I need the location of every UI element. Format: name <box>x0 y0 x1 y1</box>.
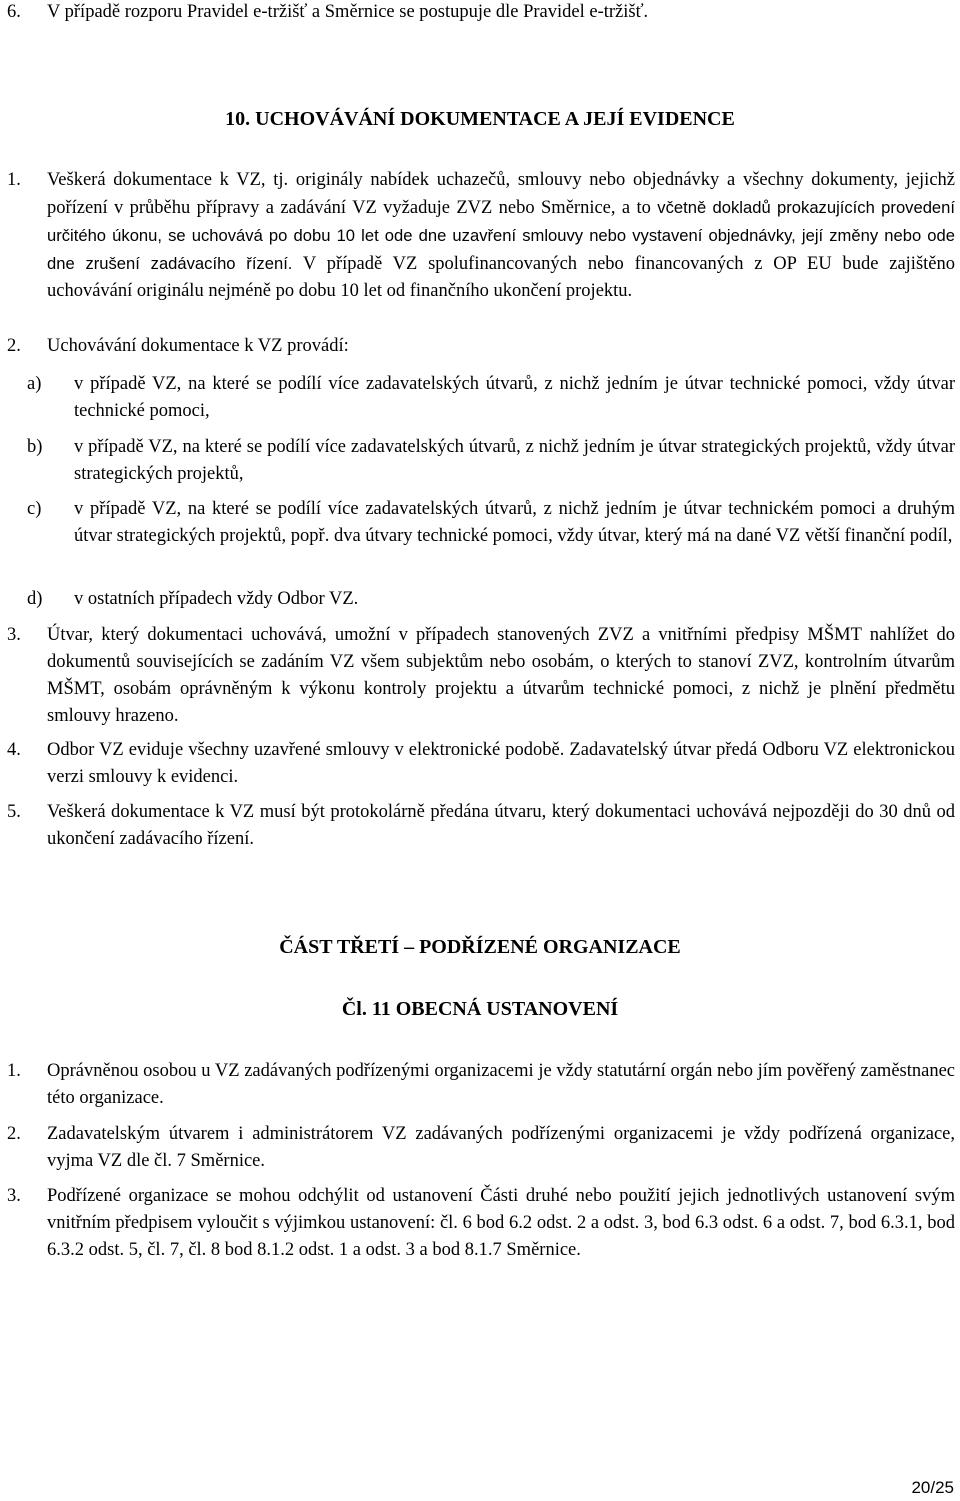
paragraph-10-2 <box>7 333 955 360</box>
paragraph-text-part3: V případě VZ spolufinancovaných nebo financovaných z OP EU bude zajištěno uchovávání originálu nejméně po dobu 10 let od finančního ukončení projektu. <box>47 254 955 301</box>
paragraph-11-3 <box>7 1183 955 1264</box>
paragraph-text: V případě rozporu Pravidel e-tržišť a Směrnice se postupuje dle Pravidel e-tržišť. <box>47 2 649 22</box>
paragraph-text: Podřízené organizace se mohou odchýlit od ustanovení Části druhé nebo použití jejich jednotlivých ustanovení svým vnitřním předpisem vyloučit s výjimkou ustanovení: čl. 6 bod 6.2 odst. 2 a odst. 3, bod 6.3 odst. 6 a odst. 7, bod 6.3.1, bod 6.3.2 odst. 5, čl. 7, čl. 8 bod 8.1.2 odst. 1 a odst. 3 a bod 8.1.7 Směrnice. <box>47 1186 955 1260</box>
subitem-b <box>27 434 955 488</box>
paragraph-text: Uchovávání dokumentace k VZ provádí: <box>47 336 349 356</box>
subitem-letter: b) <box>27 437 43 457</box>
subitem-c <box>27 496 955 550</box>
paragraph-text-part1: Veškerá dokumentace k VZ, tj. originály nabídek uchazečů, smlouvy nebo objednávky a všechny dokumenty, jejichž pořízení v průběhu přípravy a zadávání VZ vyžaduje ZVZ nebo Směrnice, a to <box>47 170 955 218</box>
paragraph-text <box>47 167 955 305</box>
paragraph-10-5 <box>7 799 955 853</box>
paragraph-number: 4. <box>7 740 21 760</box>
paragraph-text-part2: včetně dokladů prokazujících provedení určitého úkonu, se uchovává po dobu 10 let ode dne uzavření smlouvy nebo vystavení objednávky, její změny nebo ode dne zrušení zadávacího řízení. <box>47 198 955 273</box>
section-10-heading: 10. UCHOVÁVÁNÍ DOKUMENTACE A JEJÍ EVIDENCE <box>225 108 735 130</box>
paragraph-6 <box>7 0 955 26</box>
subitem-d <box>27 586 955 613</box>
paragraph-text: Zadavatelským útvarem i administrátorem VZ zadávaných podřízenými organizacemi je vždy podřízená organizace, vyjma VZ dle čl. 7 Směrnice. <box>47 1124 955 1171</box>
paragraph-number: 5. <box>7 802 21 822</box>
paragraph-number: 2. <box>7 336 21 356</box>
paragraph-11-2 <box>7 1121 955 1175</box>
subitem-text: v případě VZ, na které se podílí více zadavatelských útvarů, z nichž jedním je útvar technickém pomoci a druhým útvar strategických projektů, popř. dva útvary technické pomoci, vždy útvar, který má na dané VZ větší finanční podíl, <box>74 499 955 546</box>
article-11-heading: Čl. 11 OBECNÁ USTANOVENÍ <box>341 998 619 1020</box>
paragraph-11-1 <box>7 1058 955 1112</box>
paragraph-number: 1. <box>7 170 21 190</box>
paragraph-number: 2. <box>7 1124 21 1144</box>
subitem-text: v případě VZ, na které se podílí více zadavatelských útvarů, z nichž jedním je útvar strategických projektů, vždy útvar strategických projektů, <box>74 437 955 484</box>
paragraph-10-3 <box>7 622 955 730</box>
subitem-letter: a) <box>27 374 42 394</box>
subitem-letter: d) <box>27 589 43 609</box>
paragraph-number: 1. <box>7 1061 21 1081</box>
subitem-text: v ostatních případech vždy Odbor VZ. <box>74 589 359 609</box>
paragraph-10-1 <box>7 167 955 305</box>
paragraph-10-4 <box>7 737 955 791</box>
subitem-text: v případě VZ, na které se podílí více zadavatelských útvarů, z nichž jedním je útvar technické pomoci, vždy útvar technické pomoci, <box>74 374 955 421</box>
part-3-heading: ČÁST TŘETÍ – PODŘÍZENÉ ORGANIZACE <box>279 936 681 958</box>
paragraph-number: 6. <box>7 2 21 22</box>
page-number: 20/25 <box>911 1478 954 1497</box>
subitem-a <box>27 371 955 425</box>
paragraph-text: Útvar, který dokumentaci uchovává, umožní v případech stanovených ZVZ a vnitřními předpisy MŠMT nahlížet do dokumentů souvisejících se zadáním VZ všem subjektům nebo osobám, o kterých to stanoví ZVZ, kontrolním útvarům MŠMT, osobám oprávněným k výkonu kontroly projektu a útvarům technické pomoci, z nichž je plnění předmětu smlouvy hrazeno. <box>47 625 955 726</box>
paragraph-text: Veškerá dokumentace k VZ musí být protokolárně předána útvaru, který dokumentaci uchovává nejpozději do 30 dnů od ukončení zadávacího řízení. <box>47 802 955 849</box>
subitem-letter: c) <box>27 499 42 519</box>
paragraph-number: 3. <box>7 625 21 645</box>
paragraph-text: Oprávněnou osobou u VZ zadávaných podřízenými organizacemi je vždy statutární orgán nebo jím pověřený zaměstnanec této organizace. <box>47 1061 955 1108</box>
paragraph-number: 3. <box>7 1186 21 1206</box>
paragraph-text: Odbor VZ eviduje všechny uzavřené smlouvy v elektronické podobě. Zadavatelský útvar předá Odboru VZ elektronickou verzi smlouvy k evidenci. <box>47 740 955 787</box>
